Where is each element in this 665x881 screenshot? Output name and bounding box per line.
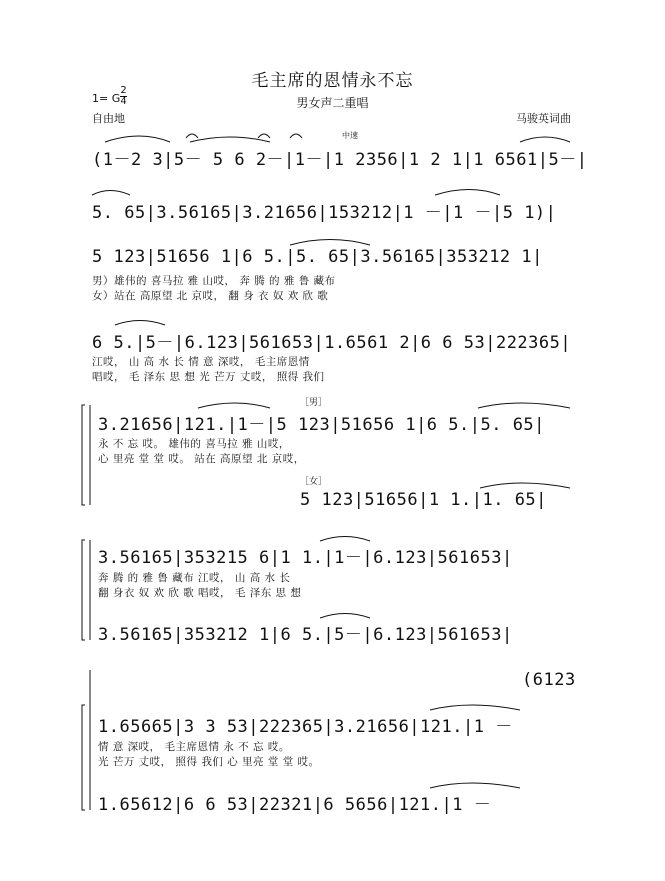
system-bracket-1	[82, 405, 85, 505]
score-line-3: 5 123|51656 1|6 5.|5. 65|3.56165|353212 1|	[92, 247, 543, 267]
slur	[478, 403, 570, 408]
lyric-male-line-3: 男）雄伟的 喜马拉 雅 山哎， 奔 腾 的 雅 鲁 藏布	[92, 275, 336, 287]
lyric-male-line-7: 奔 腾 的 雅 鲁 藏布 江哎， 山 高 水 长	[98, 572, 291, 584]
slur	[520, 137, 570, 142]
slur	[198, 403, 270, 408]
lyric-female-line-3: 女）站在 高原望 北 京哎， 翻 身 衣 奴 欢 欣 歌	[92, 290, 329, 302]
system-bracket-3	[82, 705, 85, 810]
slur	[430, 705, 520, 710]
score-line-1: (1－2 3|5－ 5 6 2－|1－|1 2356|1 2 1|1 6561|5－|	[92, 150, 588, 170]
meter-bottom: 4	[120, 96, 127, 107]
slur	[435, 190, 500, 196]
composer-credit: 马骏英词曲	[516, 112, 571, 125]
slur	[320, 614, 370, 619]
meter-top: 2	[120, 85, 127, 96]
slur	[290, 240, 370, 246]
lyric-female-line-5: 心 里亮 堂 堂 哎。 站在 高原望 北 京哎，	[98, 453, 305, 465]
score-line-8: 3.56165|353212 1|6 5.|5－|6.123|561653|	[98, 625, 513, 645]
lyric-male-line-5: 永 不 忘 哎。 雄伟的 喜马拉 雅 山哎，	[98, 438, 290, 450]
slur	[105, 136, 170, 142]
slur	[320, 537, 370, 542]
lyric-male-line-9: 情 意 深哎， 毛主席恩情 永 不 忘 哎。	[98, 741, 290, 753]
key-signature: 1= G	[92, 92, 121, 105]
score-line-2: 5. 65|3.56165|3.21656|153212|1 －|1 －|5 1)|	[92, 203, 557, 223]
fermata	[290, 134, 302, 138]
lyric-female-line-4: 唱哎， 毛 泽东 思 想 光 芒万 丈哎， 照得 我们	[92, 371, 325, 383]
system-bracket-2	[82, 540, 85, 640]
song-subtitle: 男女声二重唱	[296, 96, 369, 110]
fermata	[186, 134, 198, 138]
slur	[115, 321, 165, 326]
score-line-7: 3.56165|353215 6|1 1.|1－|6.123|561653|	[98, 548, 513, 568]
score-line-5: 3.21656|121.|1－|5 123|51656 1|6 5.|5. 65|	[98, 415, 545, 435]
score-line-10: 1.65612|6 6 53|22321|6 5656|121.|1 －	[98, 795, 492, 815]
tempo-mark: 中速	[342, 131, 358, 140]
fermata	[258, 134, 270, 138]
lyric-female-line-7: 翻 身衣 奴 欢 欣 歌 唱哎， 毛 泽东 思 想	[98, 587, 302, 599]
lyric-female-line-9: 光 芒万 丈哎， 照得 我们 心 里亮 堂 堂 哎。	[98, 756, 320, 768]
slur	[92, 191, 130, 196]
score-line-9: 1.65665|3 3 53|222365|3.21656|121.|1 －	[98, 717, 513, 737]
song-title: 毛主席的恩情永不忘	[251, 71, 414, 91]
score-line-4: 6 5.|5－|6.123|561653|1.6561 2|6 6 53|222365|	[92, 333, 572, 353]
slur	[480, 483, 570, 488]
score-line-9-top: (6123	[522, 670, 576, 690]
slur	[430, 783, 520, 788]
score-line-6: 5 123|51656|1 1.|1. 65|	[300, 490, 547, 510]
voice-label-female: ［女］	[300, 477, 328, 487]
voice-label-male: ［男］	[300, 398, 328, 408]
expression-mark: 自由地	[92, 112, 125, 125]
lyric-male-line-4: 江哎， 山 高 水 长 情 意 深哎， 毛主席恩情	[92, 356, 310, 368]
